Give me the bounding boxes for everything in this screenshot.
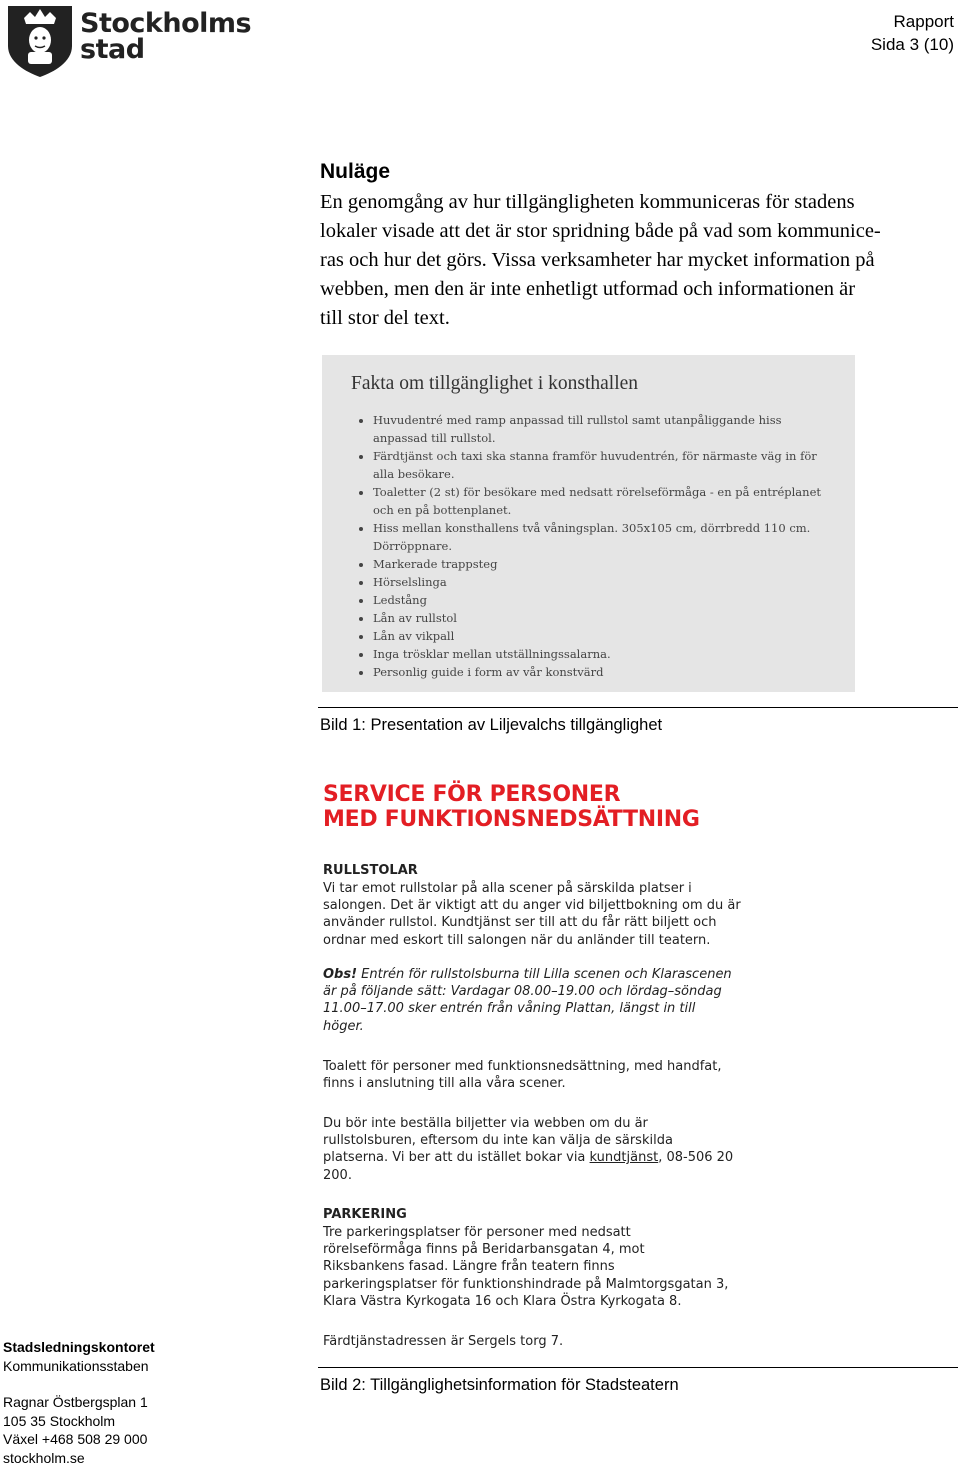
footer-org-name: Stadsledningskontoret [3, 1338, 155, 1357]
text-line: rullstolsburen, eftersom du inte kan välja de särskilda [323, 1132, 723, 1149]
footer-org [3, 1338, 155, 1375]
parkering-paragraph [323, 1224, 723, 1310]
figure-liljevalchs-accessibility [322, 355, 855, 692]
text-line: använder rullstol. Kundtjänst ser till att du får rätt biljett och [323, 914, 723, 931]
crown-shield-icon [4, 2, 76, 78]
paragraph-line: webben, men den är inte enhetligt utformad och informationen är [320, 275, 956, 304]
text-line: Klara Västra Kyrkogata 16 och Klara Östra Kyrkogata 8. [323, 1293, 723, 1310]
list-item: • Inga trösklar mellan utställningssalarna. [373, 645, 828, 663]
document-type: Rapport [871, 10, 954, 33]
text-line: höger. [323, 1018, 723, 1035]
text-line: Riksbankens fasad. Längre från teatern finns [323, 1258, 723, 1275]
logo-name-line1: Stockholms [80, 8, 251, 39]
figure1-caption: Bild 1: Presentation av Liljevalchs tillgänglighet [320, 716, 662, 735]
text-fragment: platserna. Vi ber att du istället bokar via [323, 1150, 590, 1165]
text-line: ordnar med eskort till salongen när du anländer till teatern. [323, 932, 723, 949]
phone-fragment: , 08-506 20 [658, 1150, 733, 1165]
subheading-rullstolar: RULLSTOLAR [323, 863, 418, 878]
logo-name-line2: stad [80, 34, 145, 65]
footer-address [3, 1393, 148, 1467]
page-header-info [871, 10, 954, 56]
text-line: 200. [323, 1167, 723, 1184]
paragraph-line: lokaler visade att det är stor spridning både på vad som kommunice- [320, 217, 956, 246]
figure2-caption: Bild 2: Tillgänglighetsinformation för Stadsteatern [320, 1376, 679, 1395]
biljett-paragraph [323, 1115, 723, 1184]
list-item: • Lån av vikpall [373, 627, 828, 645]
text-line [323, 1149, 723, 1166]
text-line: Toalett för personer med funktionsnedsättning, med handfat, [323, 1058, 723, 1075]
caption-divider [318, 707, 958, 708]
footer-phone: Växel +468 508 29 000 [3, 1430, 148, 1449]
list-item: • Hiss mellan konsthallens två våningsplan. 305x105 cm, dörrbredd 110 cm. Dörröppnare. [373, 519, 828, 555]
text-line: Du bör inte beställa biljetter via webben om du är [323, 1115, 723, 1132]
list-item: • Lån av rullstol [373, 609, 828, 627]
text-line: Färdtjänstadressen är Sergels torg 7. [323, 1333, 723, 1350]
figure2-heading-line2: MED FUNKTIONSNEDSÄTTNING [323, 807, 700, 832]
figure-stadsteatern-accessibility [322, 778, 742, 1353]
caption-divider [318, 1367, 958, 1368]
list-item: • Markerade trappsteg [373, 555, 828, 573]
paragraph-line: till stor del text. [320, 304, 956, 333]
footer-street: Ragnar Östbergsplan 1 [3, 1393, 148, 1412]
paragraph-line: En genomgång av hur tillgängligheten kommuniceras för stadens [320, 188, 956, 217]
obs-label: Obs! [323, 967, 357, 982]
rullstolar-paragraph [323, 880, 723, 949]
list-item: • Personlig guide i form av vår konstvärd [373, 663, 828, 681]
text-line: 11.00–17.00 sker entrén från våning Plattan, längst in till [323, 1000, 723, 1017]
text-line: Tre parkeringsplatser för personer med nedsatt [323, 1224, 723, 1241]
body-paragraph [320, 188, 956, 333]
list-item: • Toaletter (2 st) för besökare med nedsatt rörelseförmåga - en på entréplanet och en på bottenplanet. [373, 483, 828, 519]
figure1-title: Fakta om tillgänglighet i konsthallen [351, 373, 638, 395]
kundtjanst-link[interactable]: kundtjänst [590, 1150, 659, 1165]
section-heading: Nuläge [320, 160, 390, 184]
toalett-paragraph [323, 1058, 723, 1092]
text-line: finns i anslutning till alla våra scener. [323, 1075, 723, 1092]
footer-website[interactable]: stockholm.se [3, 1449, 148, 1467]
accessibility-list [351, 411, 828, 681]
text-line: salongen. Det är viktigt att du anger vid biljettbokning om du är [323, 897, 723, 914]
footer-department: Kommunikationsstaben [3, 1357, 155, 1376]
page-number: Sida 3 (10) [871, 33, 954, 56]
stockholms-stad-logo [4, 2, 234, 78]
obs-text: Entrén för rullstolsburna till Lilla scenen och Klarascenen [357, 967, 732, 982]
obs-paragraph [323, 966, 723, 1035]
fardtjanst-text [323, 1333, 723, 1350]
footer-postal: 105 35 Stockholm [3, 1412, 148, 1431]
list-item: • Hörselslinga [373, 573, 828, 591]
list-item: • Färdtjänst och taxi ska stanna framför huvudentrén, för närmaste väg in för alla besökare. [373, 447, 828, 483]
text-line: är på följande sätt: Vardagar 08.00–19.00 och lördag–söndag [323, 983, 723, 1000]
list-item: • Ledstång [373, 591, 828, 609]
text-line [323, 966, 723, 983]
text-line: Vi tar emot rullstolar på alla scener på särskilda platser i [323, 880, 723, 897]
text-line: rörelseförmåga finns på Beridarbansgatan 4, mot [323, 1241, 723, 1258]
list-item: • Huvudentré med ramp anpassad till rullstol samt utanpåliggande hiss anpassad till rullstol. [373, 411, 828, 447]
text-line: parkeringsplatser för funktionshindrade på Malmtorgsgatan 3, [323, 1276, 723, 1293]
subheading-parkering: PARKERING [323, 1207, 407, 1222]
paragraph-line: ras och hur det görs. Vissa verksamheter har mycket information på [320, 246, 956, 275]
figure2-heading-line1: SERVICE FÖR PERSONER [323, 782, 620, 807]
